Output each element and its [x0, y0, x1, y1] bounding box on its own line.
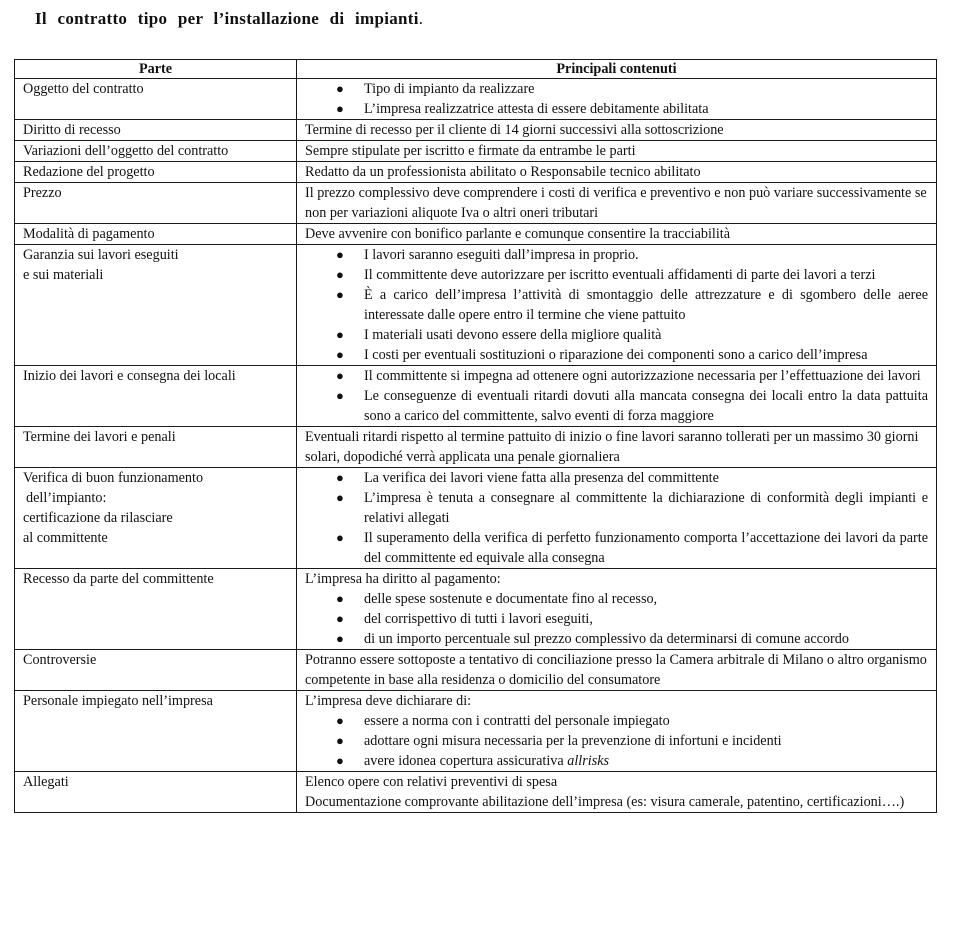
content-text: Potranno essere sottoposte a tentativo di conciliazione presso la Camera arbitrale di Milano o altro organismo competente in base alla residenza o domicilio del consumatore	[305, 652, 927, 688]
part-label: e sui materiali	[23, 267, 104, 283]
bullet-icon: ●	[336, 713, 344, 728]
bullet-icon: ●	[336, 611, 344, 626]
bullet-list	[305, 366, 928, 426]
bullet-text: Le conseguenze di eventuali ritardi dovuti alla mancata consegna dei locali entro la data pattuita sono a carico del committente, salvo eventi di forza maggiore	[364, 388, 928, 424]
content-cell	[297, 772, 937, 813]
bullet-text: Il committente deve autorizzare per iscritto eventuali affidamenti di parte dei lavori a terzi	[364, 267, 876, 283]
content-text: Sempre stipulate per iscritto e firmate da entrambe le parti	[305, 143, 636, 159]
table-row	[15, 691, 937, 772]
bullet-list	[305, 468, 928, 568]
table-row	[15, 650, 937, 691]
bullet-text: delle spese sostenute e documentate fino al recesso,	[364, 591, 658, 607]
table-row	[15, 120, 937, 141]
part-label: Modalità di pagamento	[23, 226, 155, 242]
bullet-list	[305, 245, 928, 365]
part-label: Allegati	[23, 774, 69, 790]
part-cell	[15, 650, 297, 691]
bullet-item	[305, 488, 928, 528]
bullet-icon: ●	[336, 101, 344, 116]
part-cell	[15, 162, 297, 183]
table-row	[15, 162, 937, 183]
document-title	[35, 9, 423, 29]
content-cell	[297, 468, 937, 569]
content-text: Termine di recesso per il cliente di 14 giorni successivi alla sottoscrizione	[305, 122, 724, 138]
content-cell	[297, 162, 937, 183]
part-cell	[15, 141, 297, 162]
bullet-text: Il superamento della verifica di perfetto funzionamento comporta l’accettazione dei lavori da parte del committente ed equivale alla consegna	[364, 530, 928, 566]
part-cell	[15, 366, 297, 427]
part-cell	[15, 120, 297, 141]
part-label: al committente	[23, 530, 108, 546]
bullet-item	[305, 99, 928, 119]
part-label: certificazione da rilasciare	[23, 510, 173, 526]
bullet-icon: ●	[336, 81, 344, 96]
part-cell	[15, 691, 297, 772]
title-text: Il contratto tipo per l’installazione di impianti	[35, 9, 419, 28]
bullet-term: allrisks	[567, 753, 610, 769]
table-row	[15, 224, 937, 245]
bullet-item	[305, 265, 928, 285]
content-intro: L’impresa ha diritto al pagamento:	[305, 571, 501, 587]
contract-table	[14, 59, 937, 813]
bullet-icon: ●	[336, 470, 344, 485]
content-line: Elenco opere con relativi preventivi di spesa	[305, 774, 558, 790]
bullet-icon: ●	[336, 287, 344, 302]
bullet-text: La verifica dei lavori viene fatta alla presenza del committente	[364, 470, 719, 486]
bullet-text: I materiali usati devono essere della migliore qualità	[364, 327, 662, 343]
bullet-icon: ●	[336, 591, 344, 606]
content-cell	[297, 120, 937, 141]
bullet-text: Tipo di impianto da realizzare	[364, 81, 535, 97]
bullet-text: È a carico dell’impresa l’attività di smontaggio delle attrezzature e di sgombero delle aeree interessate dalle opere entro il termine che viene pattuito	[364, 287, 928, 323]
part-cell	[15, 569, 297, 650]
part-cell	[15, 183, 297, 224]
content-cell	[297, 650, 937, 691]
part-cell	[15, 245, 297, 366]
content-cell	[297, 569, 937, 650]
table-row	[15, 427, 937, 468]
content-cell	[297, 245, 937, 366]
header-part: Parte	[15, 60, 297, 79]
part-label: Prezzo	[23, 185, 62, 201]
bullet-text: avere idonea copertura assicurativa	[364, 753, 568, 769]
part-cell	[15, 427, 297, 468]
table-row	[15, 468, 937, 569]
part-label: Personale impiegato nell’impresa	[23, 693, 213, 709]
bullet-icon: ●	[336, 753, 344, 768]
bullet-list	[305, 79, 928, 119]
bullet-item	[305, 589, 928, 609]
bullet-text: essere a norma con i contratti del personale impiegato	[364, 713, 670, 729]
part-label: Variazioni dell’oggetto del contratto	[23, 143, 229, 159]
part-label: Termine dei lavori e penali	[23, 429, 176, 445]
title-period: .	[418, 9, 424, 28]
header-row	[15, 60, 937, 79]
header-content: Principali contenuti	[297, 60, 937, 79]
content-cell	[297, 183, 937, 224]
content-text: Il prezzo complessivo deve comprendere i costi di verifica e preventivo e non può variare successivamente se non per variazioni aliquote Iva o altri oneri tributari	[305, 185, 927, 221]
bullet-text: di un importo percentuale sul prezzo complessivo da determinarsi di comune accordo	[364, 631, 849, 647]
table-row	[15, 569, 937, 650]
part-cell	[15, 468, 297, 569]
bullet-item	[305, 609, 928, 629]
table-row	[15, 366, 937, 427]
bullet-icon: ●	[336, 733, 344, 748]
table-row	[15, 245, 937, 366]
bullet-text: adottare ogni misura necessaria per la prevenzione di infortuni e incidenti	[364, 733, 782, 749]
content-cell	[297, 141, 937, 162]
part-cell	[15, 224, 297, 245]
bullet-item	[305, 751, 928, 771]
part-label: Redazione del progetto	[23, 164, 155, 180]
part-label: Recesso da parte del committente	[23, 571, 214, 587]
bullet-text: I costi per eventuali sostituzioni o riparazione dei componenti sono a carico dell’impresa	[364, 347, 868, 363]
part-label: dell’impianto:	[26, 490, 107, 506]
bullet-item	[305, 366, 928, 386]
bullet-icon: ●	[336, 327, 344, 342]
bullet-icon: ●	[336, 347, 344, 362]
bullet-text: Il committente si impegna ad ottenere ogni autorizzazione necessaria per l’effettuazione dei lavori	[364, 368, 921, 384]
content-cell	[297, 366, 937, 427]
content-text: Eventuali ritardi rispetto al termine pattuito di inizio o fine lavori saranno tollerati per un massimo 30 giorni solari, dopodiché verrà applicata una penale giornaliera	[305, 429, 919, 465]
bullet-text: L’impresa è tenuta a consegnare al committente la dichiarazione di conformità degli impianti e relativi allegati	[364, 490, 928, 526]
part-label: Verifica di buon funzionamento	[23, 470, 204, 486]
bullet-text: del corrispettivo di tutti i lavori eseguiti,	[364, 611, 593, 627]
bullet-list	[305, 589, 928, 649]
table-row	[15, 141, 937, 162]
part-label: Garanzia sui lavori eseguiti	[23, 247, 179, 263]
part-label: Controversie	[23, 652, 97, 668]
content-cell	[297, 427, 937, 468]
content-cell	[297, 691, 937, 772]
bullet-item	[305, 79, 928, 99]
table-row	[15, 772, 937, 813]
bullet-icon: ●	[336, 247, 344, 262]
content-text: Redatto da un professionista abilitato o Responsabile tecnico abilitato	[305, 164, 701, 180]
bullet-icon: ●	[336, 631, 344, 646]
bullet-item	[305, 345, 928, 365]
part-cell	[15, 772, 297, 813]
bullet-icon: ●	[336, 368, 344, 383]
part-cell	[15, 79, 297, 120]
content-intro: L’impresa deve dichiarare di:	[305, 693, 472, 709]
bullet-text: I lavori saranno eseguiti dall’impresa in proprio.	[364, 247, 639, 263]
bullet-text: L’impresa realizzatrice attesta di essere debitamente abilitata	[364, 101, 709, 117]
bullet-item	[305, 468, 928, 488]
table-body	[15, 79, 937, 813]
content-line: Documentazione comprovante abilitazione dell’impresa (es: visura camerale, patentino, certificazioni….)	[305, 794, 905, 810]
part-label: Oggetto del contratto	[23, 81, 144, 97]
bullet-list	[305, 711, 928, 771]
part-label: Diritto di recesso	[23, 122, 121, 138]
bullet-item	[305, 325, 928, 345]
bullet-item	[305, 711, 928, 731]
content-cell	[297, 224, 937, 245]
bullet-item	[305, 245, 928, 265]
part-label: Inizio dei lavori e consegna dei locali	[23, 368, 236, 384]
bullet-item	[305, 629, 928, 649]
table-row	[15, 183, 937, 224]
bullet-icon: ●	[336, 388, 344, 403]
bullet-item	[305, 528, 928, 568]
bullet-item	[305, 285, 928, 325]
content-cell	[297, 79, 937, 120]
table-row	[15, 79, 937, 120]
bullet-item	[305, 386, 928, 426]
content-text: Deve avvenire con bonifico parlante e comunque consentire la tracciabilità	[305, 226, 731, 242]
bullet-icon: ●	[336, 267, 344, 282]
bullet-icon: ●	[336, 490, 344, 505]
bullet-item	[305, 731, 928, 751]
bullet-icon: ●	[336, 530, 344, 545]
